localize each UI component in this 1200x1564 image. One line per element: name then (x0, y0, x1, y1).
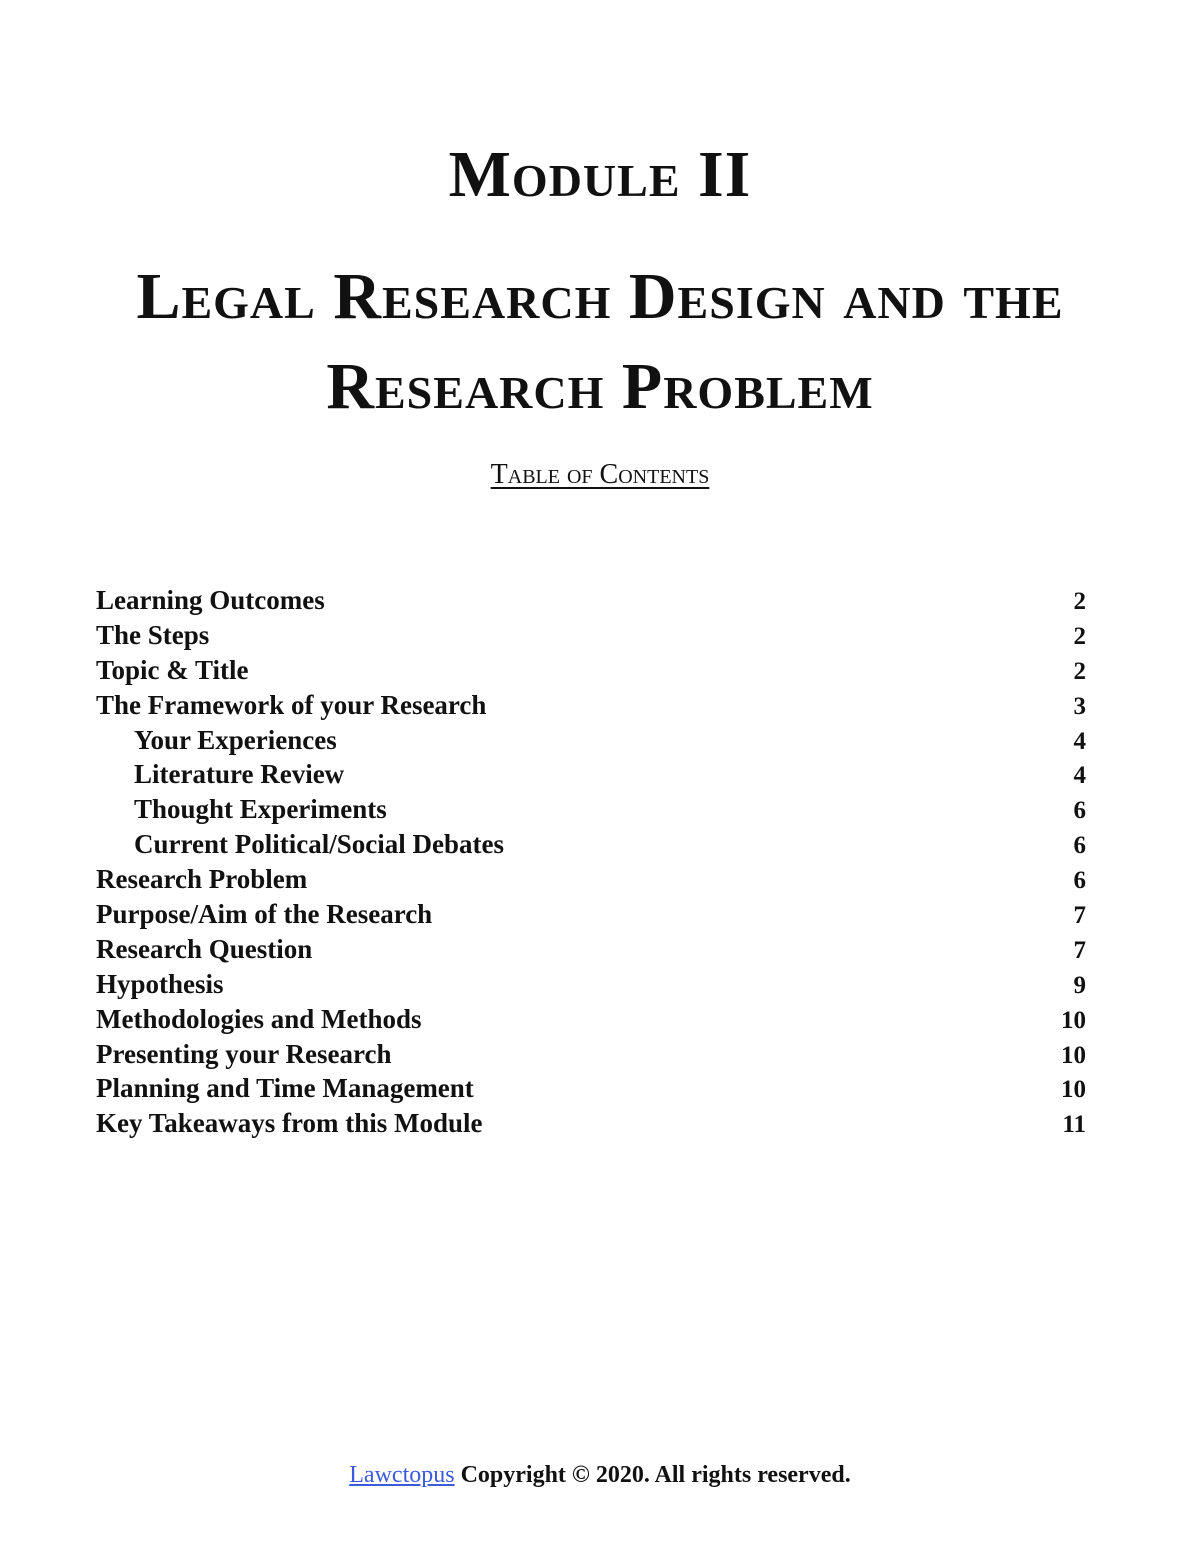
toc-entry-page-number: 4 (1073, 762, 1086, 790)
toc-entry[interactable] (96, 1071, 1086, 1106)
toc-entry[interactable] (96, 932, 1086, 967)
toc-entry-title: Literature Review (134, 759, 345, 790)
table-of-contents (96, 583, 1086, 1141)
toc-entry[interactable] (96, 792, 1086, 827)
lawctopus-link[interactable]: Lawctopus (349, 1462, 455, 1488)
toc-entry-page-number: 7 (1073, 936, 1086, 964)
toc-entry-page-number: 6 (1073, 832, 1086, 860)
toc-entry[interactable] (96, 1037, 1086, 1072)
document-title: Legal Research Design and the Research Problem (136, 260, 1064, 423)
toc-entry-title: The Framework of your Research (96, 689, 487, 720)
toc-entry-page-number: 3 (1073, 692, 1086, 720)
toc-entry-title: Current Political/Social Debates (134, 829, 504, 860)
toc-entry-page-number: 10 (1061, 1076, 1086, 1104)
toc-heading (0, 458, 1200, 492)
toc-entry-title: Purpose/Aim of the Research (96, 899, 433, 930)
toc-entry-title: Thought Experiments (134, 794, 387, 825)
toc-entry-page-number: 10 (1061, 1006, 1086, 1034)
title-block (0, 138, 1200, 432)
toc-entry-page-number: 2 (1073, 622, 1086, 650)
toc-entry-title: Methodologies and Methods (96, 1003, 422, 1034)
toc-entry[interactable] (96, 862, 1086, 897)
toc-entry[interactable] (96, 688, 1086, 723)
toc-entry[interactable] (96, 723, 1086, 758)
toc-entry-title: Research Question (96, 933, 313, 964)
toc-entry[interactable] (96, 653, 1086, 688)
toc-entry[interactable] (96, 827, 1086, 862)
toc-entry[interactable] (96, 967, 1086, 1002)
toc-entry-title: Topic & Title (96, 654, 249, 685)
toc-entry[interactable] (96, 1002, 1086, 1037)
toc-entry[interactable] (96, 897, 1086, 932)
toc-entry-title: Hypothesis (96, 968, 224, 999)
toc-entry-title: Research Problem (96, 864, 308, 895)
toc-entry-title: Presenting your Research (96, 1038, 392, 1069)
toc-heading-label: Table of Contents (490, 459, 710, 490)
toc-entry-title: Your Experiences (134, 724, 337, 755)
toc-entry-page-number: 11 (1062, 1111, 1086, 1139)
toc-entry[interactable] (96, 757, 1086, 792)
copyright-text: Copyright © 2020. All rights reserved. (454, 1462, 851, 1488)
toc-entry[interactable] (96, 583, 1086, 618)
toc-entry-title: Learning Outcomes (96, 585, 325, 615)
toc-entry-title: Key Takeaways from this Module (96, 1108, 483, 1139)
toc-entry-page-number: 2 (1073, 657, 1086, 685)
module-title: Module II (448, 138, 752, 211)
toc-entry-page-number: 9 (1073, 971, 1086, 999)
toc-entry[interactable] (96, 1106, 1086, 1141)
toc-entry-page-number: 4 (1073, 727, 1086, 755)
toc-entry-page-number: 2 (1073, 588, 1086, 615)
toc-entry-page-number: 6 (1073, 797, 1086, 825)
toc-entry-page-number: 6 (1073, 867, 1086, 895)
toc-entry-page-number: 10 (1061, 1041, 1086, 1069)
toc-entry-title: The Steps (96, 619, 210, 650)
toc-entry-title: Planning and Time Management (96, 1073, 474, 1104)
toc-entry-page-number: 7 (1073, 902, 1086, 930)
toc-entry[interactable] (96, 618, 1086, 653)
footer (0, 1460, 1200, 1490)
